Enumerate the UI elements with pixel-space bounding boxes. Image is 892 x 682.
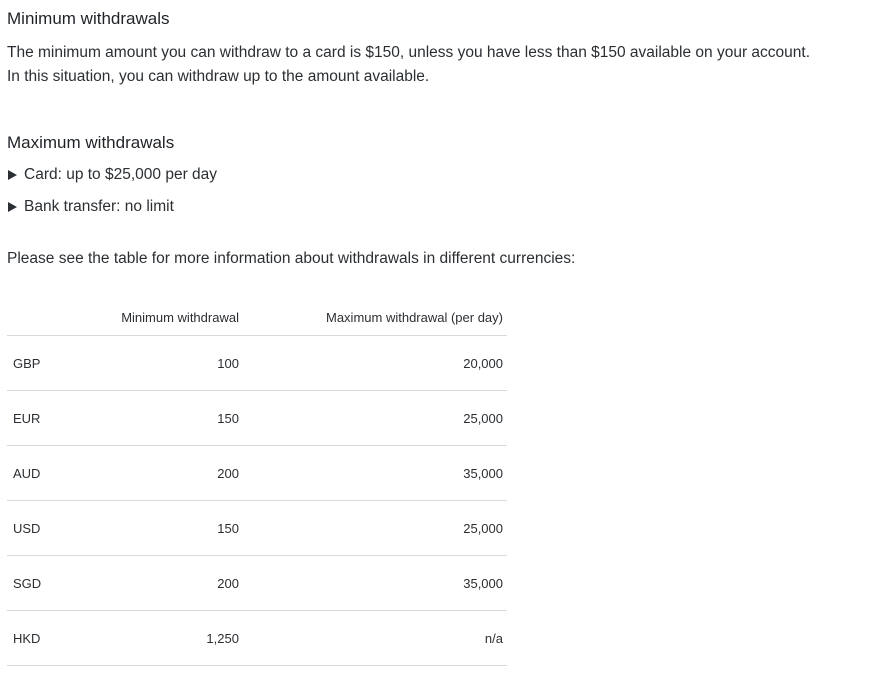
currency-cell: EUR: [7, 391, 107, 446]
table-row: [7, 556, 507, 611]
minimum-cell: 1,250: [107, 611, 239, 666]
bullet-card-limit-text: Card: up to $25,000 per day: [24, 166, 218, 183]
header-maximum-withdrawal: Maximum withdrawal (per day): [239, 300, 507, 336]
bullet-bank-transfer-text: Bank transfer: no limit: [24, 198, 174, 215]
table-row: [7, 501, 507, 556]
bullet-triangle-icon: [8, 170, 17, 180]
currency-cell: SGD: [7, 556, 107, 611]
minimum-cell: 150: [107, 391, 239, 446]
table-row: [7, 336, 507, 391]
maximum-cell: 25,000: [239, 501, 507, 556]
maximum-cell: 20,000: [239, 336, 507, 391]
maximum-cell: 25,000: [239, 391, 507, 446]
table-intro-text: Please see the table for more information about withdrawals in different currencies:: [7, 250, 576, 267]
minimum-cell: 200: [107, 446, 239, 501]
table-row: [7, 391, 507, 446]
header-minimum-withdrawal: Minimum withdrawal: [107, 300, 239, 336]
maximum-cell: n/a: [239, 611, 507, 666]
maximum-cell: 35,000: [239, 446, 507, 501]
bullet-bank-transfer-limit: [7, 198, 174, 216]
currency-cell: USD: [7, 501, 107, 556]
minimum-withdrawals-heading: Minimum withdrawals: [7, 9, 170, 28]
minimum-withdrawals-text-line2: In this situation, you can withdraw up to the amount available.: [7, 68, 430, 85]
bullet-triangle-icon: [8, 202, 17, 212]
minimum-withdrawals-text-line1: The minimum amount you can withdraw to a card is $150, unless you have less than $150 available on your account.: [7, 44, 811, 61]
currency-cell: HKD: [7, 611, 107, 666]
minimum-cell: 200: [107, 556, 239, 611]
maximum-withdrawals-heading: Maximum withdrawals: [7, 133, 175, 152]
maximum-cell: 35,000: [239, 556, 507, 611]
minimum-cell: 150: [107, 501, 239, 556]
bullet-card-limit: [7, 166, 217, 184]
table-row: [7, 446, 507, 501]
header-currency: [7, 300, 107, 336]
withdrawals-table: [7, 300, 507, 666]
table-header-row: [7, 300, 507, 336]
currency-cell: GBP: [7, 336, 107, 391]
table-row: [7, 611, 507, 666]
currency-cell: AUD: [7, 446, 107, 501]
minimum-cell: 100: [107, 336, 239, 391]
